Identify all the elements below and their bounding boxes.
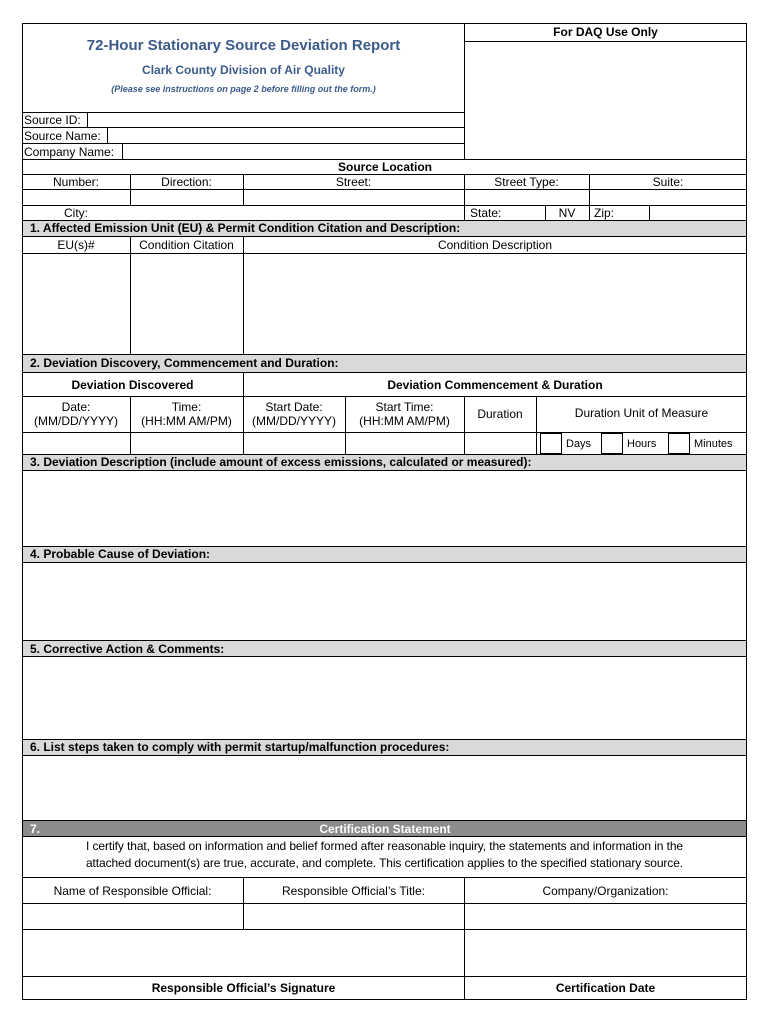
days-checkbox[interactable] [540, 433, 562, 454]
certification-statement-line-2: attached document(s) are true, accurate, and complete. This certification applies to the specified stationary source. [85, 856, 684, 870]
minutes-label: Minutes [694, 438, 733, 450]
section-1-heading: 1. Affected Emission Unit (EU) & Permit Condition Citation and Description: [30, 221, 461, 235]
official-title-label: Responsible Official’s Title: [282, 884, 425, 898]
start-time-field[interactable] [346, 433, 464, 454]
citation-field[interactable] [131, 254, 243, 354]
city-field[interactable] [131, 206, 464, 221]
section-7-number: 7. [30, 822, 41, 836]
daq-use-box [464, 23, 747, 160]
divider [536, 396, 537, 454]
section-6-heading: 6. List steps taken to comply with permit startup/malfunction procedures: [30, 740, 450, 754]
daq-use-label: For DAQ Use Only [553, 25, 658, 39]
probable-cause-field[interactable] [23, 563, 746, 640]
source-name-label: Source Name: [24, 129, 101, 143]
eu-field[interactable] [23, 254, 130, 354]
source-id-field[interactable] [88, 113, 464, 127]
citation-column-header: Condition Citation [139, 238, 234, 252]
street-type-field[interactable] [465, 190, 589, 205]
divider [22, 877, 747, 878]
section-4-heading: 4. Probable Cause of Deviation: [30, 547, 211, 561]
time-label: Time: [171, 400, 202, 414]
divider [22, 372, 747, 373]
date-label: Date: [61, 400, 91, 414]
eu-column-header: EU(s)# [57, 238, 95, 252]
start-time-format: (HH:MM AM/PM) [359, 414, 450, 428]
company-name-field[interactable] [123, 144, 464, 159]
official-name-label: Name of Responsible Official: [53, 884, 212, 898]
signature-label: Responsible Official’s Signature [151, 981, 336, 995]
official-name-field[interactable] [23, 904, 243, 929]
section-2-heading: 2. Deviation Discovery, Commencement and Duration: [30, 356, 339, 370]
source-location-heading: Source Location [337, 160, 432, 174]
state-value: NV [558, 206, 576, 220]
form-title: 72-Hour Stationary Source Deviation Report [86, 37, 401, 54]
state-label: State: [470, 206, 502, 220]
source-id-label: Source ID: [24, 113, 81, 127]
startup-malfunction-steps-field[interactable] [23, 756, 746, 820]
days-label: Days [566, 438, 592, 450]
street-field[interactable] [244, 190, 464, 205]
divider [589, 205, 590, 221]
divider [464, 41, 747, 42]
direction-field[interactable] [131, 190, 243, 205]
zip-label: Zip: [594, 206, 615, 220]
certification-date-label: Certification Date [555, 981, 656, 995]
deviation-commencement-heading: Deviation Commencement & Duration [387, 378, 603, 392]
discovered-date-field[interactable] [23, 433, 130, 454]
start-date-field[interactable] [244, 433, 345, 454]
divider [22, 354, 747, 355]
hours-checkbox[interactable] [601, 433, 623, 454]
suite-label: Suite: [652, 175, 684, 189]
agency-name: Clark County Division of Air Quality [142, 63, 345, 77]
description-column-header: Condition Description [437, 238, 553, 252]
duration-label: Duration [477, 407, 523, 421]
discovered-time-field[interactable] [131, 433, 243, 454]
certification-date-field[interactable] [465, 930, 746, 976]
suite-field[interactable] [590, 190, 746, 205]
official-title-field[interactable] [244, 904, 464, 929]
city-label: City: [64, 206, 88, 220]
minutes-checkbox[interactable] [668, 433, 690, 454]
time-format: (HH:MM AM/PM) [141, 414, 232, 428]
instructions-note: (Please see instructions on page 2 before filling out the form.) [111, 84, 376, 94]
number-field[interactable] [23, 190, 130, 205]
hours-label: Hours [627, 438, 657, 450]
condition-description-field[interactable] [244, 254, 746, 354]
certification-statement-line-1: I certify that, based on information and belief formed after reasonable inquiry, the statements and information in the [86, 839, 683, 853]
company-organization-label: Company/Organization: [542, 884, 669, 898]
duration-field[interactable] [465, 433, 536, 454]
deviation-discovered-heading: Deviation Discovered [71, 378, 194, 392]
street-label: Street: [335, 175, 372, 189]
divider [22, 836, 747, 837]
section-3-heading: 3. Deviation Description (include amount of excess emissions, calculated or measured): [30, 455, 532, 469]
start-date-format: (MM/DD/YYYY) [252, 414, 336, 428]
zip-field[interactable] [650, 206, 746, 221]
company-name-label: Company Name: [24, 145, 115, 159]
deviation-description-field[interactable] [23, 471, 746, 546]
direction-label: Direction: [161, 175, 212, 189]
duration-unit-label: Duration Unit of Measure [574, 406, 709, 420]
start-date-label: Start Date: [265, 400, 323, 414]
divider [22, 976, 747, 977]
company-organization-field[interactable] [465, 904, 746, 929]
date-format: (MM/DD/YYYY) [34, 414, 118, 428]
corrective-action-field[interactable] [23, 657, 746, 739]
certification-heading: Certification Statement [319, 822, 451, 836]
source-name-field[interactable] [108, 128, 464, 143]
section-5-heading: 5. Corrective Action & Comments: [30, 642, 225, 656]
signature-field[interactable] [23, 930, 464, 976]
start-time-label: Start Time: [375, 400, 434, 414]
street-type-label: Street Type: [494, 175, 559, 189]
number-label: Number: [52, 175, 99, 189]
